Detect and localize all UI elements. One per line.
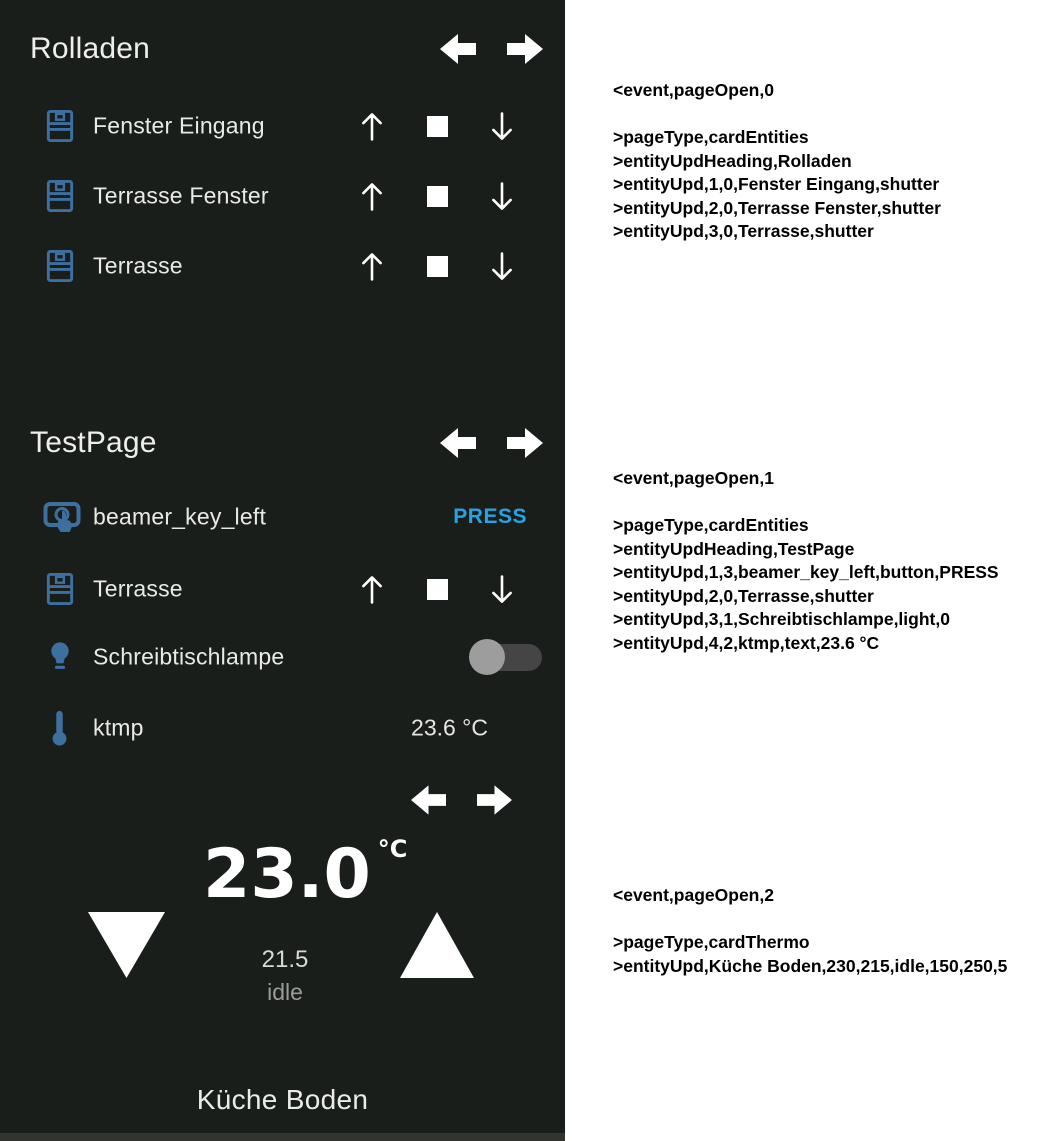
- arrow-up-icon: [359, 574, 385, 605]
- arrow-down-icon: [489, 111, 515, 142]
- protocol-line: >entityUpd,4,2,ktmp,text,23.6 °C: [613, 632, 880, 653]
- thermostat-name: Küche Boden: [196, 1084, 369, 1115]
- entity-row: [0, 495, 565, 539]
- protocol-line: >pageType,cardEntities: [613, 127, 809, 147]
- protocol-line: >pageType,cardThermo: [613, 932, 810, 952]
- entity-name-label: ktmp: [93, 714, 144, 741]
- window-shutter-icon: [46, 250, 74, 283]
- protocol-line: >entityUpd,2,0,Terrasse Fenster,shutter: [613, 197, 941, 218]
- protocol-line: >entityUpd,Küche Boden,230,215,idle,150,250,5: [613, 955, 1008, 976]
- protocol-line: >pageType,cardEntities: [613, 515, 809, 535]
- window-shutter-icon: [46, 180, 74, 213]
- protocol-line: >entityUpd,1,0,Fenster Eingang,shutter: [613, 174, 940, 194]
- protocol-line: <event,pageOpen,0: [613, 80, 774, 100]
- entity-row: [0, 706, 565, 750]
- window-shutter-icon: [46, 573, 74, 606]
- sensor-value: 23.6 °C: [411, 714, 488, 741]
- protocol-line: >entityUpd,3,0,Terrasse,shutter: [613, 221, 874, 241]
- entity-name-label: Schreibtischlampe: [93, 643, 285, 670]
- toggle-knob: [469, 639, 505, 675]
- shutter-down-button[interactable]: [484, 104, 520, 148]
- shutter-up-button[interactable]: [354, 104, 390, 148]
- stop-square-icon: [427, 186, 448, 207]
- shutter-stop-button[interactable]: [419, 104, 455, 148]
- protocol-block-page1: [613, 467, 999, 655]
- protocol-line: >entityUpd,1,3,beamer_key_left,button,PRESS: [613, 562, 999, 582]
- current-temperature: [203, 835, 408, 914]
- nav-next-icon[interactable]: [507, 426, 543, 460]
- arrow-down-icon: [489, 574, 515, 605]
- lightbulb-icon: [48, 641, 72, 674]
- arrow-down-icon: [489, 251, 515, 282]
- entity-row: [0, 635, 565, 679]
- nav-prev-icon[interactable]: [440, 426, 476, 460]
- entity-name-label: Fenster Eingang: [93, 112, 265, 139]
- entity-name-label: Terrasse: [93, 575, 183, 602]
- arrow-down-icon: [489, 181, 515, 212]
- current-temperature-value: 23.0: [203, 835, 371, 914]
- entity-row: [0, 104, 565, 148]
- protocol-line: <event,pageOpen,2: [613, 885, 774, 905]
- shutter-up-button[interactable]: [354, 244, 390, 288]
- protocol-line: >entityUpdHeading,Rolladen: [613, 150, 852, 171]
- protocol-block-page2: [613, 884, 1007, 978]
- nav-next-icon[interactable]: [477, 783, 512, 817]
- stop-square-icon: [427, 579, 448, 600]
- entity-row: [0, 567, 565, 611]
- nav-prev-icon[interactable]: [440, 32, 476, 66]
- entity-name-label: Terrasse Fenster: [93, 182, 269, 209]
- shutter-down-button[interactable]: [484, 567, 520, 611]
- card-title-testpage: TestPage: [30, 426, 157, 459]
- arrow-up-icon: [359, 111, 385, 142]
- shutter-down-button[interactable]: [484, 174, 520, 218]
- stop-square-icon: [427, 116, 448, 137]
- protocol-line: <event,pageOpen,1: [613, 468, 774, 488]
- entity-name-label: beamer_key_left: [93, 503, 267, 530]
- shutter-stop-button[interactable]: [419, 244, 455, 288]
- protocol-block-page0: [613, 79, 941, 244]
- stop-square-icon: [427, 256, 448, 277]
- gesture-tap-button-icon: [43, 497, 81, 537]
- temperature-unit: °C: [377, 835, 408, 863]
- card-title-rolladen: Rolladen: [30, 32, 151, 65]
- protocol-line: >entityUpdHeading,TestPage: [613, 538, 855, 559]
- nav-next-icon[interactable]: [507, 32, 543, 66]
- shutter-stop-button[interactable]: [419, 567, 455, 611]
- shutter-up-button[interactable]: [354, 567, 390, 611]
- shutter-up-button[interactable]: [354, 174, 390, 218]
- hvac-state-label: idle: [267, 979, 303, 1005]
- light-toggle[interactable]: [469, 639, 542, 675]
- arrow-up-icon: [359, 251, 385, 282]
- protocol-line: >entityUpd,3,1,Schreibtischlampe,light,0: [613, 609, 950, 629]
- target-temperature: 21.5: [261, 946, 309, 973]
- window-shutter-icon: [46, 110, 74, 143]
- entity-row: [0, 174, 565, 218]
- entity-row: [0, 244, 565, 288]
- panel-bottom-edge: [0, 1133, 565, 1141]
- nav-prev-icon[interactable]: [411, 783, 446, 817]
- thermometer-icon: [51, 710, 68, 747]
- press-button[interactable]: PRESS: [453, 505, 527, 528]
- protocol-line: >entityUpd,2,0,Terrasse,shutter: [613, 585, 874, 606]
- shutter-down-button[interactable]: [484, 244, 520, 288]
- arrow-up-icon: [359, 181, 385, 212]
- entity-name-label: Terrasse: [93, 252, 183, 279]
- shutter-stop-button[interactable]: [419, 174, 455, 218]
